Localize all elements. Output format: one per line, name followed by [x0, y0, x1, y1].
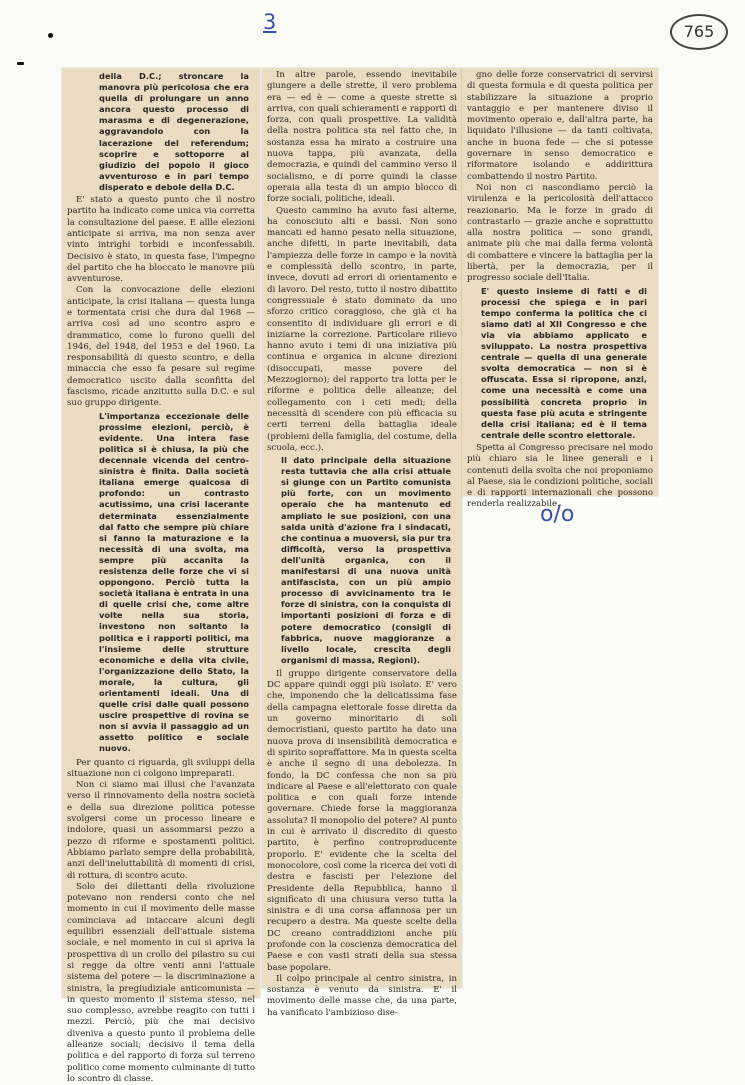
- bold-paragraph: Il dato principale della situazione resta tuttavia che alla crisi attuale si giunge con un Partito comunista più forte, con un movimento operaio che ha mantenuto ed ampliato le sue posizioni, con una salda unità d'azione fra i sindacati, che continua a muoversi, sia pur tra difficoltà, verso la prospettiva dell'unità organica, con il manifestarsi di una nuova unità antifascista, con un più ampio processo di avvicinamento tra le forze di sinistra, con la conquista di importanti posizioni di forza e di potere democratico (consigli di fabbrica, nuove maggioranze a livello locale, crescita degli organismi di massa, Regioni).: [281, 455, 451, 665]
- paragraph: Noi non ci nascondiamo perciò la virulenza e la pericolosità dell'attacco reazionario. Ma le forze in grado di contrastarlo — grazie anche e soprattutto alla nostra politica — sono grandi, animate più che mai dalla ferma volontà di combattere e vincere la battaglia per la libertà, per la democrazia, per il progresso sociale dell'Italia.: [467, 182, 653, 284]
- paragraph: Il gruppo dirigente conservatore della DC appare quindi oggi più isolato. E' vero che, imponendo che la delicatissima fase della campagna elettorale fosse diretta da un governo minoritario di soli democristiani, questo partito ha dato una nuova prova di insensibilità democratica e di spirito sopraffattore. Ma in questa scelta è anche il segno di una debolezza. In fondo, la DC confessa che non sa più indicare al Paese e all'elettorato con quale politica e con quali forze intende governare. Chiede forse la maggioranza assoluta? Il monopolio del potere? Al punto in cui è arrivato il discredito di questo partito, è perfino controproducente proporlo. E' evidente che la scelta del monocolore, così come la ricerca dei voti di destra e fascisti per l'elezione del Presidente della Repubblica, hanno il significato di una chiusura verso tutta la sinistra e di una corsa affannosa per un recupero a destra. Ma queste scelte della DC creano contraddizioni anche più profonde con la coscienza democratica del Paese e con vasti strati della sua stessa base popolare.: [267, 668, 457, 973]
- lead-paragraph: della D.C.; stroncare la manovra più pericolosa che era quella di prolungare un anno ancora questo processo di marasma e di degenerazione, aggravandolo con la lacerazione del referendum; scoprire e sottoporre al giudizio del popolo il gioco avventuroso e in pari tempo disperato e debole della D.C.: [99, 71, 249, 192]
- bold-paragraph: L'importanza eccezionale delle prossime elezioni, perciò, è evidente. Una intera fase politica si è chiusa, la più che decennale vicenda del centro-sinistra è finita. Dalla società italiana emerge qualcosa di profondo: un contrasto acutissimo, una crisi lacerante determinata essenzialmente dal fatto che sempre più chiare si fanno la maturazione e la necessità di una svolta, ma sempre più accanita la resistenza delle forze che vi si oppongono. Perciò tutta la società italiana è entrata in una di quelle crisi che, come altre volte nella sua storia, investono non soltanto la politica e i rapporti politici, ma l'insieme delle strutture economiche e della vita civile, l'organizzazione dello Stato, la morale, la cultura, gli orientamenti ideali. Una di quelle crisi dalle quali possono uscire prospettive di rovina se non si avvia il passaggio ad un assetto politico e sociale nuovo.: [99, 410, 249, 754]
- paragraph: Spetta al Congresso precisare nel modo più chiaro sia le linee generali e i contenuti della svolta che noi proponiamo al Paese, sia le condizioni politiche, sociali e di rapporti internazionali che possono renderla realizzabile.: [467, 442, 653, 510]
- paragraph: In altre parole, essendo inevitabile giungere a delle strette, il vero problema era — ed è — come a queste strette si arriva, con quali schieramenti e rapporti di forza, con quali prospettive. La validità della nostra politica sta nel fatto che, in sostanza essa ha mirato a costruire una nuova tappa, più avanzata, della democrazia, e quindi del cammino verso il socialismo, e di porre quindi la classe operaia alla testa di un ampio blocco di forze sociali, politiche, ideali.: [267, 70, 457, 205]
- margin-dot: [17, 62, 24, 65]
- paragraph: Per quanto ci riguarda, gli sviluppi della situazione non ci colgono impreparati.: [67, 757, 255, 779]
- bold-paragraph: E' questo insieme di fatti e di processi che spiega e in pari tempo conferma la politica che ci siamo dati al XII Congresso e che via via abbiamo applicato e sviluppato. La nostra prospettiva centrale — quella di una generale svolta democratica — non si è offuscata. Essa si ripropone, anzi, come una necessità e come una possibilità concreta proprio in questa fase più acuta e stringente della crisi italiana; ed è il tema centrale delle scontro elettorale.: [481, 285, 647, 440]
- paragraph: Con la convocazione delle elezioni anticipate, la crisi italiana — questa lunga e tormentata crisi che dura dal 1968 — arriva così ad uno scontro aspro e drammatico, come lo furono quelli del 1946, del 1948, del 1953 e del 1960. La responsabilità di questo scontro, e della minaccia che esso fa pesare sul regime democratico uscito dalla sconfitta del fascismo, ricade anzitutto sulla D.C. e sul suo gruppo dirigente.: [67, 285, 255, 409]
- paragraph: Il colpo principale al centro sinistra, in sostanza è venuto da sinistra. E' il movimento delle masse che, da una parte, ha vanificato l'ambizioso dise-: [267, 973, 457, 1018]
- margin-dot: [48, 33, 53, 38]
- paragraph: Solo dei dilettanti della rivoluzione potevano non rendersi conto che nel momento in cui il movimento delle masse cominciava ad intaccare alcuni degli equilibri essenziali dell'attuale sistema sociale, e nel momento in cui si apriva la prospettiva di un crollo del pilastro su cui si regge da oltre venti anni l'attuale sistema del potere — la discriminazione a sinistra, la pregiudiziale anticomunista — in questo momento il sistema stesso, nel suo complesso, avrebbe reagito con tutti i mezzi. Perciò, più che mai decisivo diveniva a questo punto il problema delle alleanze sociali; decisivo il tema della politica e del rapporto di forza sul terreno politico come momento culminante di tutto lo scontro di classe.: [67, 881, 256, 1084]
- newspaper-column-2: [262, 68, 462, 1018]
- handwritten-page-number: 3: [263, 10, 277, 34]
- newspaper-column-3: [462, 68, 658, 510]
- newspaper-column-1: [62, 68, 260, 1084]
- archive-stamp: 765: [670, 14, 728, 50]
- paragraph: gno delle forze conservatrici di servirsi di questa formula e di questa politica per stabilizzare la situazione a proprio vantaggio e per mantenere diviso il movimento operaio e, dall'altra parte, ha liquidato l'illusione — da tanti coltivata, anche in buona fede — che si potesse governare in senso democratico e riformatore isolando e addirittura combattendo il nostro Partito.: [467, 70, 653, 182]
- paragraph: E' stato a questo punto che il nostro partito ha indicato come unica via corretta la consultazione del paese. E allle elezioni anticipate si arriva, ma non senza aver vinto intrighi torbidi e inconfessabili. Decisivo è stato, in questa fase, l'impegno del partito che ha bloccato le manovre più avventurose.: [67, 195, 255, 285]
- handwritten-mark: o/o: [540, 502, 575, 527]
- paragraph: Non ci siamo mai illusi che l'avanzata verso il rinnovamento della nostra società e della sua direzione politica potesse svolgersi come un processo lineare e indolore, quasi un assommarsi pezzo a pezzo di riforme e spostamenti politici. Abbiamo parlato sempre della probabilità, anzi dell'ineluttabilità di momenti di crisi, di rottura, di scontro acuto.: [67, 780, 255, 881]
- paragraph: Questo cammino ha avuto fasi alterne, ha conosciuto alti e bassi. Non sono mancati ed hanno pesato nella situazione, anche difetti, in parte inevitabili, data l'ampiezza delle forze in campo e la novità e complessità dello scontro, in parte, invece, dovuti ad errori di orientamento e di lavoro. Del resto, tutto il nostro dibattito congressuale è stato dominato da uno sforzo critico coraggioso, che già ci ha consentito di individuare gli errori e di iniziarne la correzione. Particolare rilievo hanno avuto i temi di una iniziativa più continua e organica in alcune direzioni (disoccupati, masse povere del Mezzogiorno); del rapporto tra lotta per le riforme e politica delle alleanze; del collegamento con i ceti medi; della necessità di scendere con più efficacia su certi terreni della battaglia ideale (problemi della famiglia, del costume, della scuola, ecc.).: [267, 205, 457, 453]
